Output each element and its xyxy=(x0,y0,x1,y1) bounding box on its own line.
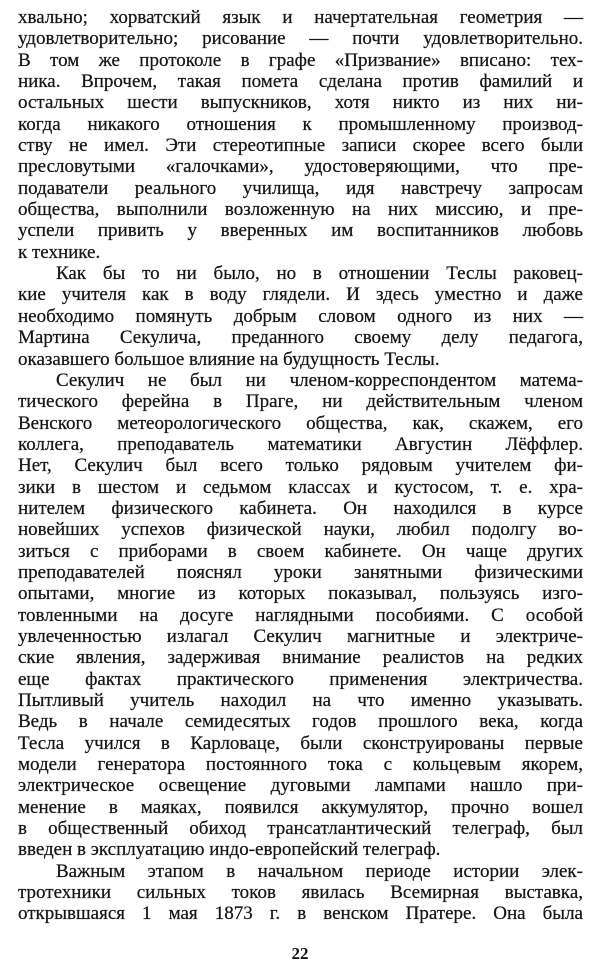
text-line: товленными на досуге наглядными пособиями. С особой xyxy=(18,604,583,626)
text-line: введен в эксплуатацию индо-европейский телеграф. xyxy=(18,839,441,861)
text-line: Мартина Секулича, преданного своему делу педагога, xyxy=(18,327,583,349)
text-line: еще фактах практического применения электричества. xyxy=(18,668,583,690)
text-line: подаватели реального училища, идя навстречу запросам xyxy=(18,177,583,199)
text-line: Пытливый учитель находил на что именно указывать. xyxy=(18,690,583,711)
text-line: В том же протоколе в графе «Призвание» вписано: тех- xyxy=(18,49,583,71)
text-line: хвально; хорватский язык и начертательная геометрия — xyxy=(18,7,583,28)
text-line: остальных шести выпускников, хотя никто из них ни- xyxy=(18,92,583,114)
text-line: новейших успехов физической науки, любил подолгу во- xyxy=(18,519,583,541)
text-line: успели привить у вверенных им воспитанников любовь xyxy=(18,220,583,242)
text-line: ника. Впрочем, такая помета сделана против фамилий и xyxy=(18,71,583,93)
page-number: 22 xyxy=(291,944,309,963)
text-line: пресловутыми «галочками», удостоверяющими, что пре- xyxy=(18,156,583,178)
text-line: тротехники сильных токов явилась Всемирная выставка, xyxy=(18,882,583,904)
text-line: электрическое освещение дуговыми лампами нашло при- xyxy=(18,775,583,797)
text-line: когда никакого отношения к промышленному производ- xyxy=(18,113,583,135)
text-line: Венского метеорологического общества, как, скажем, его xyxy=(18,412,583,434)
text-line: в общественный обиход трансатлантический телеграф, был xyxy=(18,818,583,840)
text-line: необходимо помянуть добрым словом одного из них — xyxy=(18,305,583,327)
text-line: модели генератора постоянного тока с кольцевым якорем, xyxy=(18,754,583,776)
text-line: Нет, Секулич был всего только рядовым учителем фи- xyxy=(18,455,583,477)
text-line: ские явления, задерживая внимание реалистов на редких xyxy=(18,647,583,669)
text-line: Тесла учился в Карловаце, были сконструированы первые xyxy=(18,732,583,754)
text-line: ству не имел. Эти стереотипные записи скорее всего были xyxy=(18,135,583,157)
text-line: коллега, преподаватель математики Августин Лёффлер. xyxy=(18,433,583,455)
text-line: общества, выполнили возложенную на них миссию, и пре- xyxy=(18,199,583,221)
text-line: к технике. xyxy=(18,241,101,263)
text-line: зиться с приборами в своем кабинете. Он чаще других xyxy=(18,540,583,562)
page-body-text xyxy=(18,7,583,925)
text-line: Ведь в начале семидесятых годов прошлого века, когда xyxy=(18,711,583,733)
text-line: Как бы то ни было, но в отношении Теслы раковец- xyxy=(56,263,583,285)
text-line: открывшаяся 1 мая 1873 г. в венском Пратере. Она была xyxy=(18,903,583,925)
text-line: кие учителя как в воду глядели. И здесь уместно и даже xyxy=(18,284,583,306)
text-line: нителем физического кабинета. Он находился в курсе xyxy=(18,497,583,519)
text-line: преподавателей пояснял уроки занятными физическими xyxy=(18,561,583,583)
text-line: увлеченностью излагал Секулич магнитные и электриче- xyxy=(18,625,583,647)
text-line: тического ферейна в Праге, ни действительным членом xyxy=(18,391,583,413)
text-line: зики в шестом и седьмом классах и кустосом, т. е. хра- xyxy=(18,476,583,498)
text-line: оказавшего большое влияние на будущность Теслы. xyxy=(18,348,440,370)
text-line: опытами, многие из которых показывал, пользуясь изго- xyxy=(18,583,583,605)
text-line: Секулич не был ни членом-корреспондентом матема- xyxy=(56,369,583,391)
text-line: менение в маяках, появился аккумулятор, прочно вошел xyxy=(18,796,583,818)
text-line: удовлетворительно; рисование — почти удовлетворительно. xyxy=(18,28,583,50)
text-line: Важным этапом в начальном периоде истории элек- xyxy=(56,860,583,882)
